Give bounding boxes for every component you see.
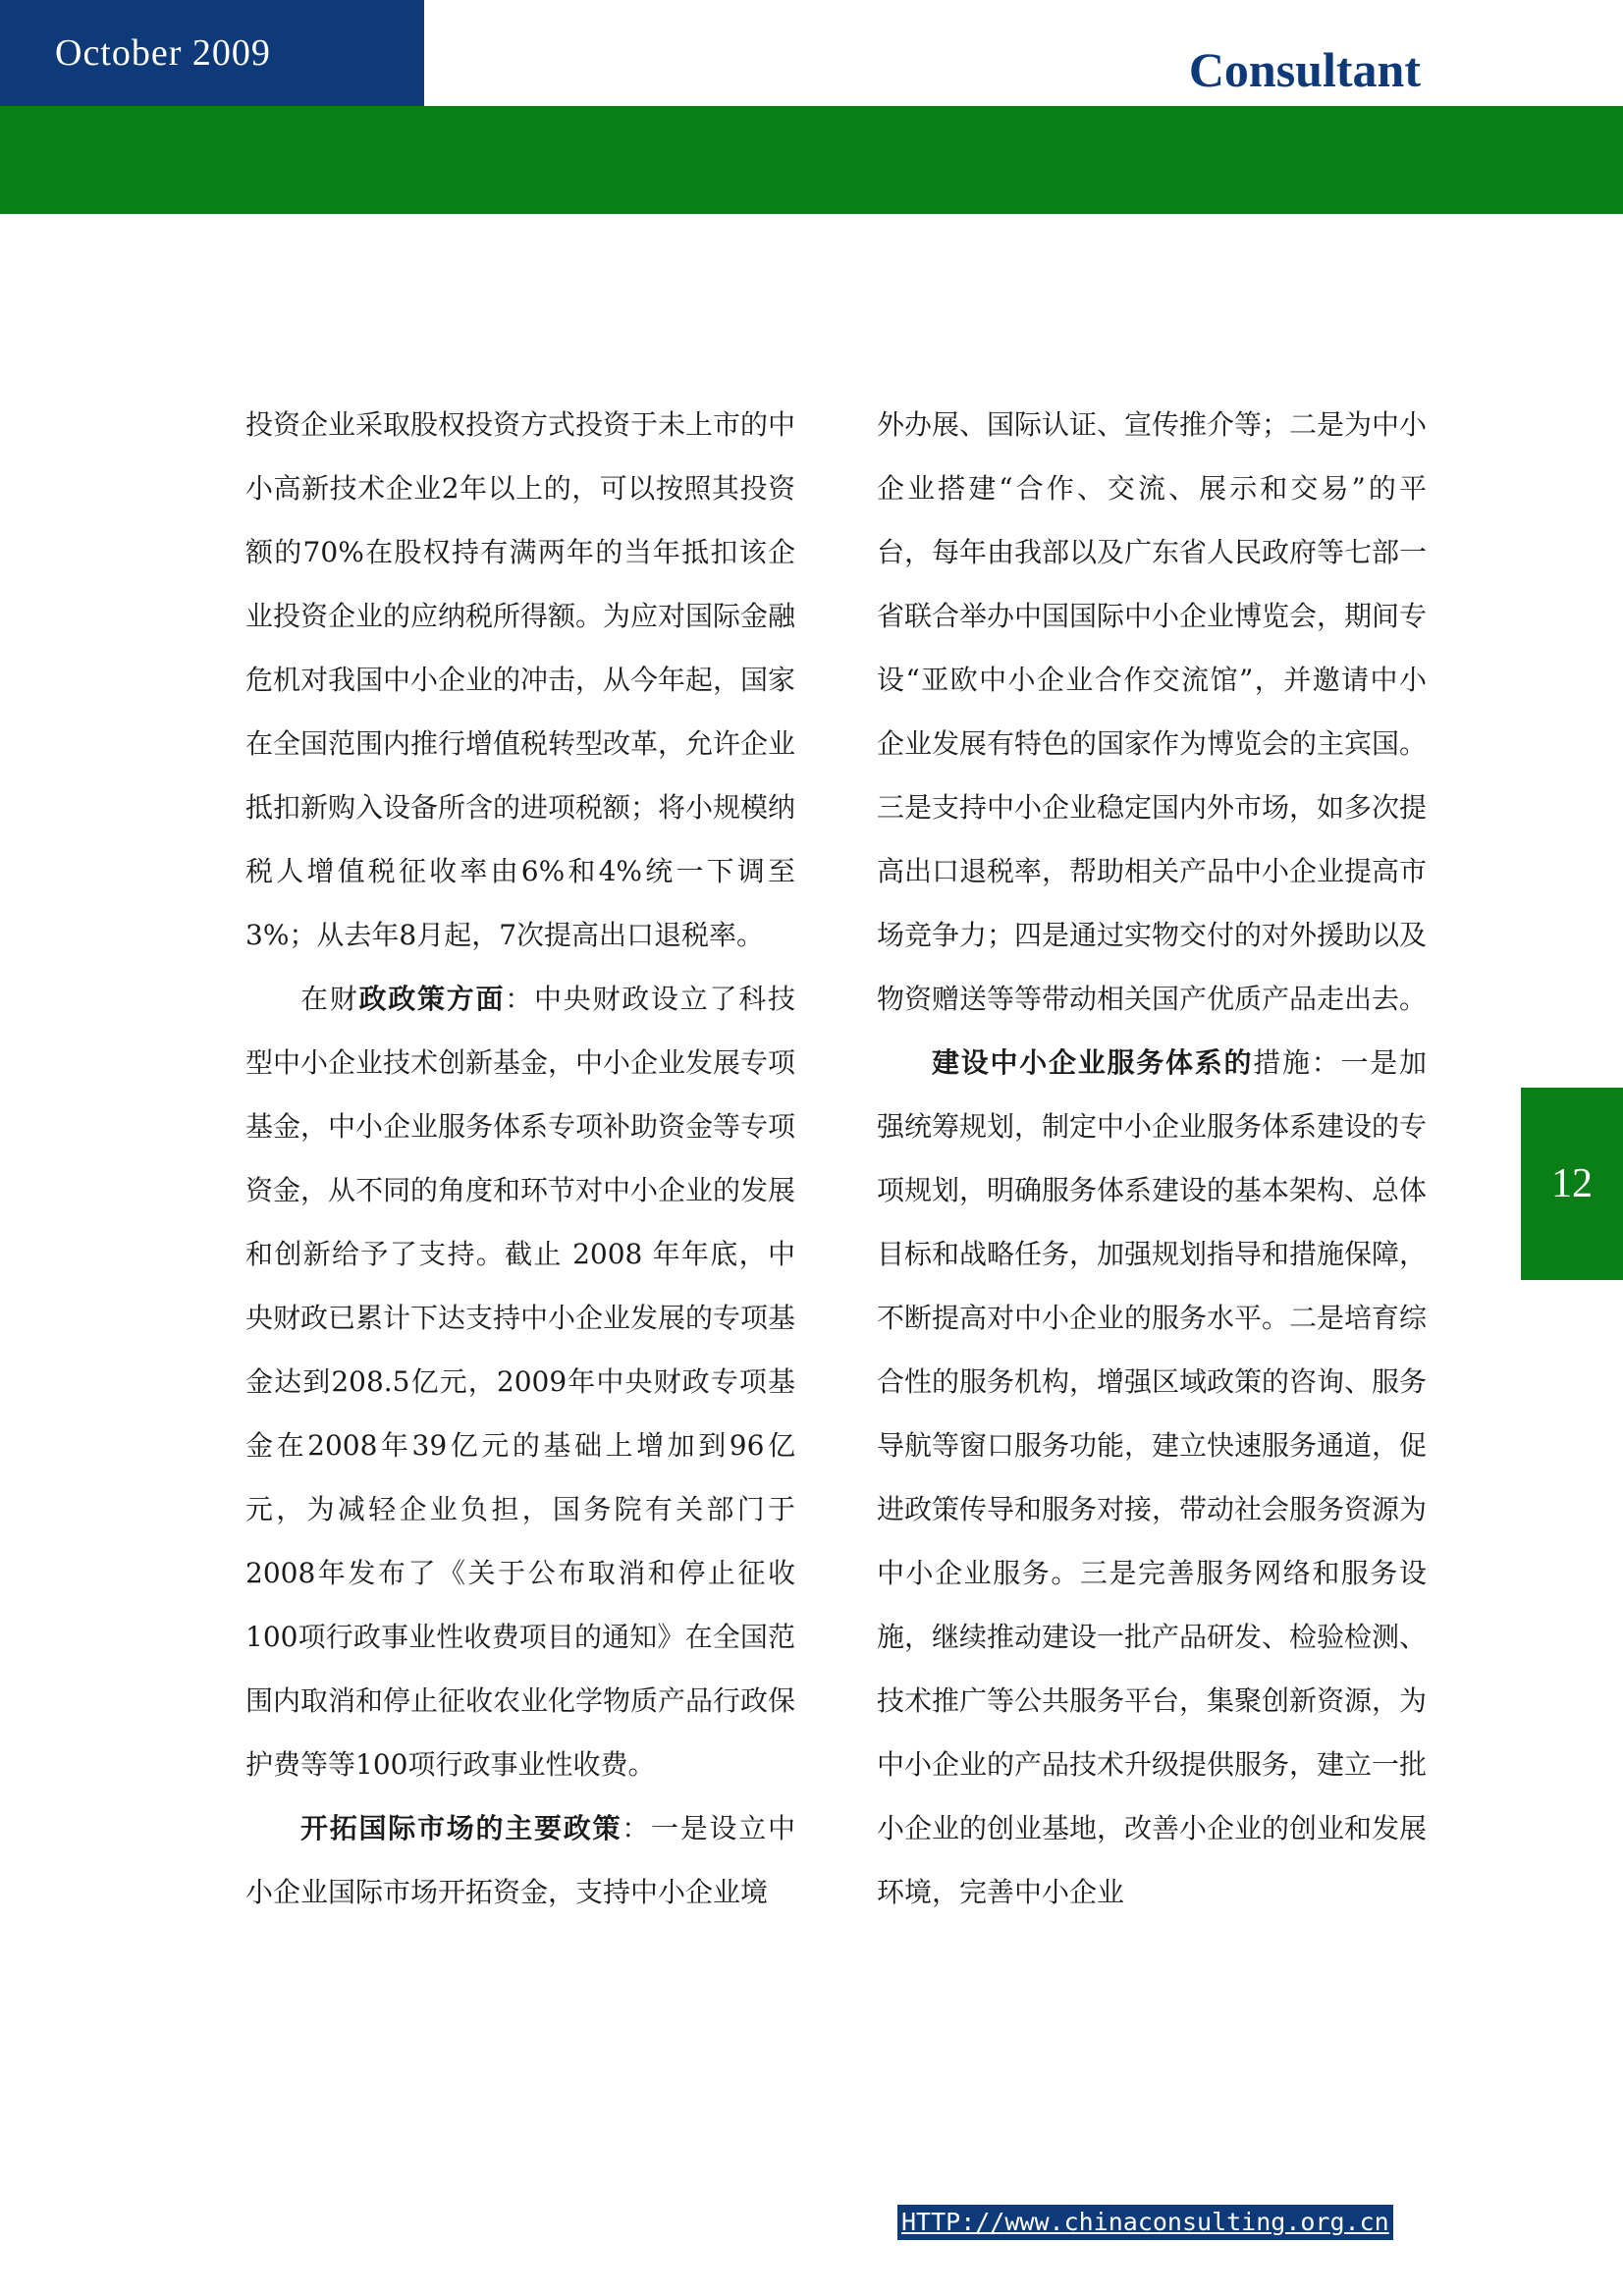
paragraph: 投资企业采取股权投资方式投资于未上市的中小高新技术企业2年以上的，可以按照其投资额的70%在股权持有满两年的当年抵扣该企业投资企业的应纳税所得额。为应对国际金融危机对我国中小企业的冲击，从今年起，国家在全国范围内推行增值税转型改革，允许企业抵扣新购入设备所含的进项税额；将小规模纳税人增值税征收率由6%和4%统一下调至3%；从去年8月起，7次提高出口退税率。 [245,408,796,951]
url-link[interactable]: www.chinaconsulting.org.cn [1004,2208,1389,2236]
right-column [877,393,1427,1924]
paragraph-prefix: 在财 [300,983,359,1015]
paragraph-service-system [877,1031,1427,1924]
paragraph-text: 措施：一是加强统筹规划，制定中小企业服务体系建设的专项规划，明确服务体系建设的基本架构、总体目标和战略任务，加强规划指导和措施保障，不断提高对中小企业的服务水平。二是培育综合性的服务机构，增强区域政策的咨询、服务导航等窗口服务功能，建立快速服务通道，促进政策传导和服务对接，带动社会服务资源为中小企业服务。三是完善服务网络和服务设施，继续推动建设一批产品研发、检验检测、技术推广等公共服务平台，集聚创新资源，为中小企业的产品技术升级提供服务，建立一批小企业的创业基地，改善小企业的创业和发展环境，完善中小企业 [877,1046,1428,1908]
issue-date: October 2009 [0,0,424,106]
section-heading: 政政策方面 [358,983,506,1015]
paragraph: 外办展、国际认证、宣传推介等；二是为中小企业搭建“合作、交流、展示和交易”的平台，每年由我部以及广东省人民政府等七部一省联合举办中国国际中小企业博览会，期间专设“亚欧中小企业合作交流馆”，并邀请中小企业发展有特色的国家作为博览会的主宾国。三是支持中小企业稳定国内外市场，如多次提高出口退税率，帮助相关产品中小企业提高市场竞争力；四是通过实物交付的对外援助以及物资赠送等等带动相关国产优质产品走出去。 [877,408,1428,1015]
section-heading: 开拓国际市场的主要政策 [300,1812,622,1844]
section-heading: 建设中小企业服务体系的 [932,1046,1254,1079]
header-band [0,106,1623,214]
page-number: 12 [1521,1088,1623,1280]
paragraph-fiscal-policy [245,967,795,1796]
paragraph-text: ：一是设立中小企业国际市场开拓资金，支持中小企业境 [245,1812,795,1908]
paragraph-text: ：中央财政设立了科技型中小企业技术创新基金，中小企业发展专项基金，中小企业服务体系专项补助资金等专项资金，从不同的角度和环节对中小企业的发展和创新给予了支持。截止 2008 年年底，中央财政已累计下达支持中小企业发展的专项基金达到208.5亿元，2009年中央财政专项基金在2008年39亿元的基础上增加到96亿元，为减轻企业负担，国务院有关部门于2008年发布了《关于公布取消和停止征收100项行政事业性收费项目的通知》在全国范围内取消和停止征收农业化学物质产品行政保护费等等100项行政事业性收费。 [245,983,796,1781]
paragraph-international-market [245,1796,795,1924]
magazine-title: Consultant [1188,42,1421,97]
url-prefix: HTTP:// [901,2208,1005,2236]
footer-url[interactable] [897,2205,1393,2240]
left-column [245,393,795,1924]
